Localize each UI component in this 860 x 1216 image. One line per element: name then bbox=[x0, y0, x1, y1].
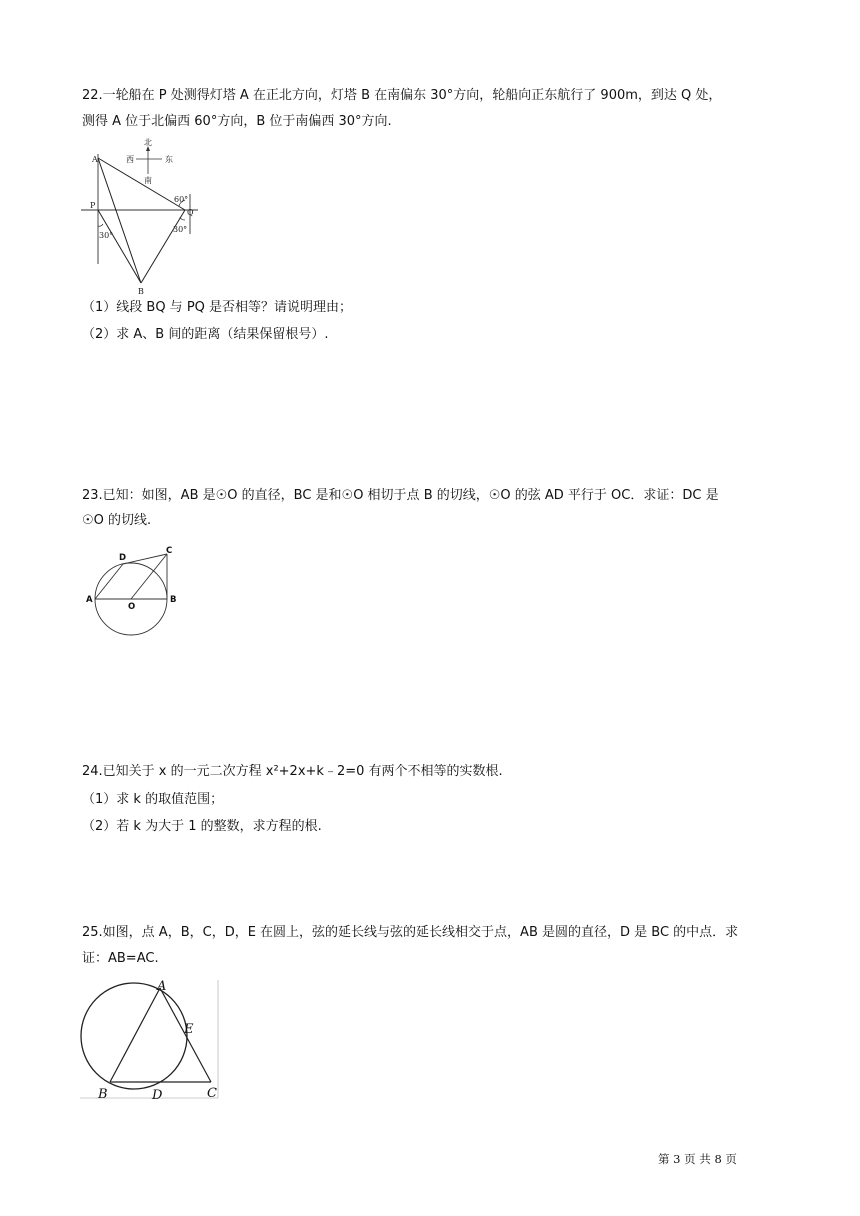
q22-label-B: B bbox=[138, 287, 144, 296]
q25-label-D: D bbox=[152, 1088, 163, 1103]
q22-label-A: A bbox=[92, 155, 98, 164]
q22-figure bbox=[78, 136, 208, 296]
q22-compass-west: 西 bbox=[126, 155, 134, 164]
q22-sub-1: （1）线段 BQ 与 PQ 是否相等？请说明理由； bbox=[82, 300, 353, 315]
q23-figure bbox=[84, 544, 184, 640]
q24-sub-1: （1）求 k 的取值范围； bbox=[82, 792, 224, 807]
q22-compass-east: 东 bbox=[165, 155, 173, 164]
q23-line-2: ☉O 的切线. bbox=[82, 513, 152, 528]
q22-line-1: 22.一轮船在 P 处测得灯塔 A 在正北方向，灯塔 B 在南偏东 30°方向，轮船向正东航行了 900m，到达 Q 处， bbox=[82, 88, 722, 103]
q22-sub-2: （2）求 A、B 间的距离（结果保留根号）. bbox=[82, 327, 329, 342]
q22-angle-30-q: 30° bbox=[173, 225, 188, 234]
q23-line-1: 23.已知：如图，AB 是☉O 的直径，BC 是和☉O 相切于点 B 的切线，☉O 的弦 AD 平行于 OC．求证：DC 是 bbox=[82, 488, 719, 503]
q22-label-Q: Q bbox=[187, 208, 194, 217]
q25-label-A: A bbox=[157, 979, 167, 994]
q25-label-C: C bbox=[207, 1086, 217, 1101]
q22-line-2: 测得 A 位于北偏西 60°方向，B 位于南偏西 30°方向. bbox=[82, 114, 392, 129]
q23-label-C: C bbox=[166, 546, 173, 556]
q22-compass-south: 南 bbox=[144, 176, 152, 185]
q23-label-D: D bbox=[119, 553, 127, 563]
q23-label-B: B bbox=[170, 595, 177, 605]
q23-label-O: O bbox=[128, 602, 136, 612]
q22-label-P: P bbox=[90, 201, 96, 210]
q22-angle-60: 60° bbox=[174, 195, 189, 204]
q25-figure bbox=[80, 978, 220, 1102]
q22-angle-30-p: 30° bbox=[99, 231, 114, 240]
q23-label-A: A bbox=[86, 595, 93, 605]
q22-compass-north: 北 bbox=[144, 138, 152, 147]
q25-line-1: 25.如图，点 A，B，C，D，E 在圆上，弦的延长线与弦的延长线相交于点，AB 是圆的直径，D 是 BC 的中点．求 bbox=[82, 925, 739, 940]
q24-line-1: 24.已知关于 x 的一元二次方程 x²+2x+k﹣2=0 有两个不相等的实数根. bbox=[82, 764, 503, 779]
page-number: 第 3 页 共 8 页 bbox=[658, 1152, 737, 1166]
q25-label-B: B bbox=[98, 1087, 108, 1102]
q24-sub-2: （2）若 k 为大于 1 的整数，求方程的根. bbox=[82, 819, 322, 834]
q25-label-E: E bbox=[184, 1022, 194, 1037]
q25-line-2: 证：AB=AC. bbox=[82, 951, 159, 966]
